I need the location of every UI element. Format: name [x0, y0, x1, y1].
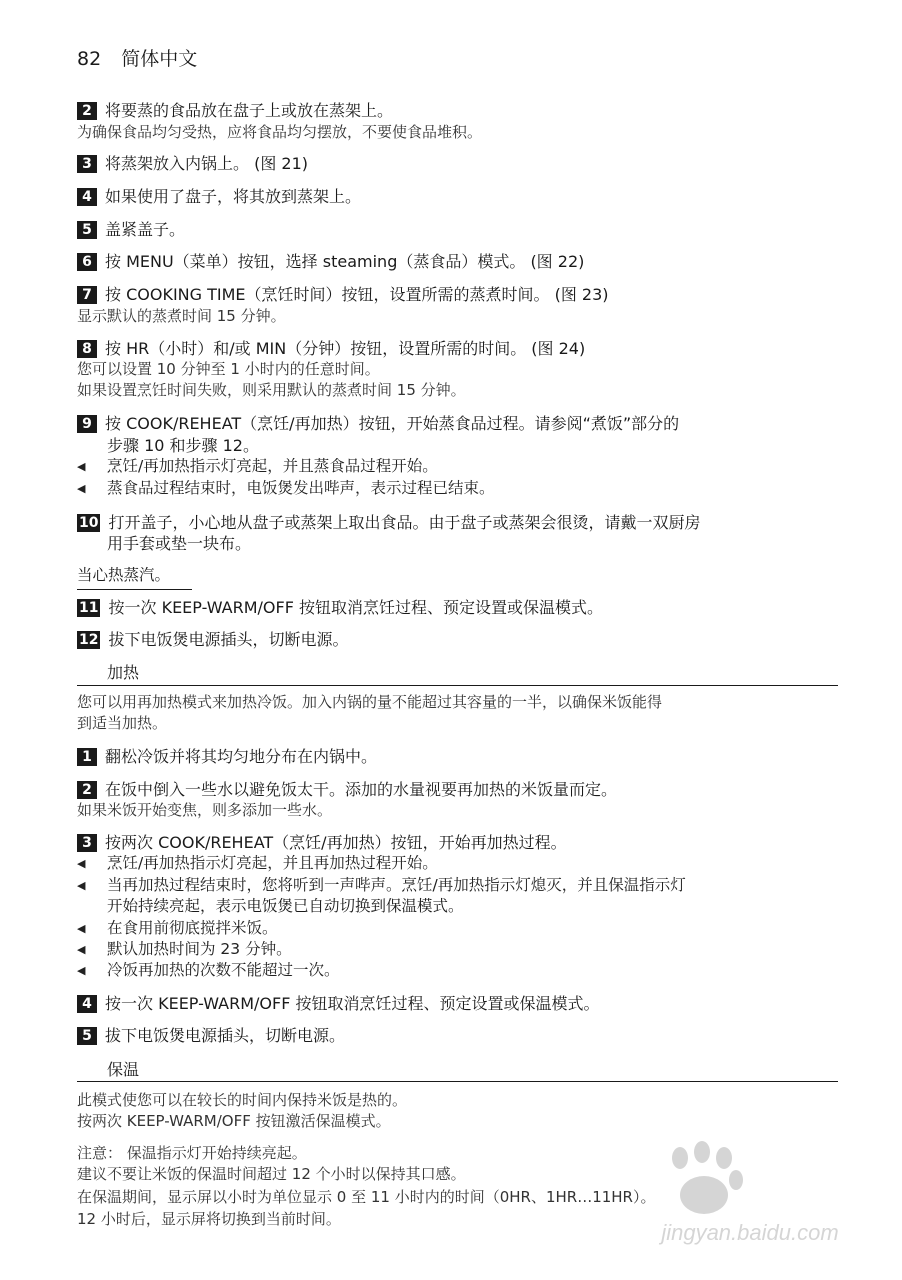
steam-step-8: [77, 338, 585, 359]
step-number-badge: 9: [77, 415, 97, 433]
reheat-step-3: [77, 832, 567, 853]
svg-text:jingyan.baidu.com: jingyan.baidu.com: [661, 1220, 839, 1245]
steam-step-5: [77, 219, 185, 240]
reheat-step-4: [77, 993, 600, 1014]
reheat-intro-line-1: 您可以用再加热模式来加热冷饭。加入内锅的量不能超过其容量的一半，以确保米饭能得: [77, 693, 663, 711]
bullet-icon: ◀: [77, 857, 86, 870]
step-text: 按两次 COOK/REHEAT（烹饪/再加热）按钮，开始再加热过程。: [105, 833, 567, 852]
bullet-text: 烹饪/再加热指示灯亮起，并且再加热过程开始。: [107, 854, 438, 872]
reheat-step-2-note: 如果米饭开始变焦，则多添加一些水。: [77, 801, 333, 819]
steam-step-10-continued: 用手套或垫一块布。: [107, 534, 252, 553]
keep-warm-line-5: 12 小时后，显示屏将切换到当前时间。: [77, 1210, 341, 1228]
section-divider: [77, 1081, 838, 1082]
reheat-step-1: [77, 746, 377, 767]
step-number-badge: 11: [79, 600, 99, 616]
keep-warm-line-4: 在保温期间，显示屏以小时为单位显示 0 至 11 小时内的时间（0HR、1HR…11HR）。: [77, 1188, 656, 1206]
step-text: 按 COOK/REHEAT（烹饪/再加热）按钮，开始蒸食品过程。请参阅“煮饭”部分的: [105, 414, 680, 433]
reheat-step-3-bullet-1: [77, 853, 438, 874]
steam-step-11: [77, 597, 603, 618]
step-number-badge: 3: [77, 834, 97, 852]
step-text: 打开盖子，小心地从盘子或蒸架上取出食品。由于盘子或蒸架会很烫，请戴一双厨房: [108, 513, 701, 532]
page-number: 82: [77, 48, 102, 70]
bullet-text: 在食用前彻底搅拌米饭。: [107, 919, 278, 937]
bullet-icon: ◀: [77, 460, 86, 473]
keep-warm-note: 注意： 保温指示灯开始持续亮起。: [77, 1144, 307, 1162]
steam-step-2-note: 为确保食品均匀受热，应将食品均匀摆放，不要使食品堆积。: [77, 123, 483, 141]
reheat-intro-line-2: 到适当加热。: [77, 714, 168, 732]
steam-step-10: [77, 512, 701, 533]
reheat-step-3-bullet-5: [77, 960, 340, 981]
steam-step-7: [77, 284, 609, 305]
reheat-step-3-bullet-2-continued: 开始持续亮起，表示电饭煲已自动切换到保温模式。: [107, 897, 464, 915]
keep-warm-line-2: 按两次 KEEP-WARM/OFF 按钮激活保温模式。: [77, 1112, 391, 1130]
warning-text: 当心热蒸汽。: [77, 566, 171, 584]
steam-step-9-continued: 步骤 10 和步骤 12。: [107, 436, 259, 455]
step-number-badge: 12: [79, 632, 99, 648]
bullet-icon: ◀: [77, 943, 86, 956]
page-header: [77, 44, 197, 71]
reheat-step-3-bullet-2: [77, 875, 686, 896]
bullet-icon: ◀: [77, 964, 86, 977]
section-title-reheat: 加热: [107, 663, 140, 682]
step-text: 按一次 KEEP-WARM/OFF 按钮取消烹饪过程、预定设置或保温模式。: [105, 994, 600, 1013]
bullet-icon: ◀: [77, 922, 86, 935]
keep-warm-line-1: 此模式使您可以在较长的时间内保持米饭是热的。: [77, 1091, 408, 1109]
step-text: 翻松冷饭并将其均匀地分布在内锅中。: [105, 747, 378, 766]
step-text: 如果使用了盘子，将其放到蒸架上。: [105, 187, 362, 206]
step-text: 按 COOKING TIME（烹饪时间）按钮，设置所需的蒸煮时间。 (图 23): [105, 285, 609, 304]
step-number-badge: 10: [79, 515, 99, 531]
step-number-badge: 2: [77, 781, 97, 799]
steam-step-7-note: 显示默认的蒸煮时间 15 分钟。: [77, 307, 286, 325]
bullet-text: 默认加热时间为 23 分钟。: [107, 940, 292, 958]
steam-step-3: [77, 153, 308, 174]
bullet-text: 冷饭再加热的次数不能超过一次。: [107, 961, 340, 979]
keep-warm-line-3: 建议不要让米饭的保温时间超过 12 个小时以保持其口感。: [77, 1165, 466, 1183]
step-text: 拔下电饭煲电源插头，切断电源。: [105, 1026, 346, 1045]
step-text: 按 HR（小时）和/或 MIN（分钟）按钮，设置所需的时间。 (图 24): [105, 339, 586, 358]
step-number-badge: 2: [77, 102, 97, 120]
step-text: 盖紧盖子。: [105, 220, 186, 239]
section-title-keep-warm: 保温: [107, 1060, 140, 1079]
step-number-badge: 5: [77, 1027, 97, 1045]
step-number-badge: 8: [77, 340, 97, 358]
steam-step-6: [77, 251, 584, 272]
step-text: 拔下电饭煲电源插头，切断电源。: [108, 630, 349, 649]
bullet-text: 当再加热过程结束时，您将听到一声哔声。烹饪/再加热指示灯熄灭，并且保温指示灯: [107, 876, 686, 894]
step-number-badge: 1: [77, 748, 97, 766]
reheat-step-3-bullet-3: [77, 918, 278, 939]
step-number-badge: 7: [77, 286, 97, 304]
section-divider: [77, 685, 838, 686]
baidu-watermark-logo: [640, 1140, 860, 1250]
steam-step-4: [77, 186, 361, 207]
step-number-badge: 6: [77, 253, 97, 271]
steam-step-8-note-1: 您可以设置 10 分钟至 1 小时内的任意时间。: [77, 360, 380, 378]
steam-step-9-bullet-2: [77, 478, 495, 499]
step-text: 在饭中倒入一些水以避免饭太干。添加的水量视要再加热的米饭量而定。: [105, 780, 618, 799]
reheat-step-5: [77, 1025, 345, 1046]
step-number-badge: 5: [77, 221, 97, 239]
step-text: 按一次 KEEP-WARM/OFF 按钮取消烹饪过程、预定设置或保温模式。: [108, 598, 603, 617]
warning-underline: [77, 589, 192, 590]
bullet-text: 烹饪/再加热指示灯亮起，并且蒸食品过程开始。: [107, 457, 438, 475]
step-text: 将蒸架放入内锅上。 (图 21): [105, 154, 309, 173]
step-text: 按 MENU（菜单）按钮，选择 steaming（蒸食品）模式。 (图 22): [105, 252, 585, 271]
steam-step-12: [77, 629, 349, 650]
bullet-icon: ◀: [77, 879, 86, 892]
step-number-badge: 4: [77, 188, 97, 206]
reheat-step-2: [77, 779, 617, 800]
bullet-text: 蒸食品过程结束时，电饭煲发出哔声，表示过程已结束。: [107, 479, 495, 497]
steam-step-9: [77, 413, 679, 434]
step-number-badge: 3: [77, 155, 97, 173]
steam-step-8-note-2: 如果设置烹饪时间失败，则采用默认的蒸煮时间 15 分钟。: [77, 381, 466, 399]
step-number-badge: 4: [77, 995, 97, 1013]
reheat-step-3-bullet-4: [77, 939, 292, 960]
steam-step-9-bullet-1: [77, 456, 438, 477]
steam-step-2: [77, 100, 393, 121]
bullet-icon: ◀: [77, 482, 86, 495]
step-text: 将要蒸的食品放在盘子上或放在蒸架上。: [105, 101, 394, 120]
language-title: 简体中文: [121, 48, 198, 70]
